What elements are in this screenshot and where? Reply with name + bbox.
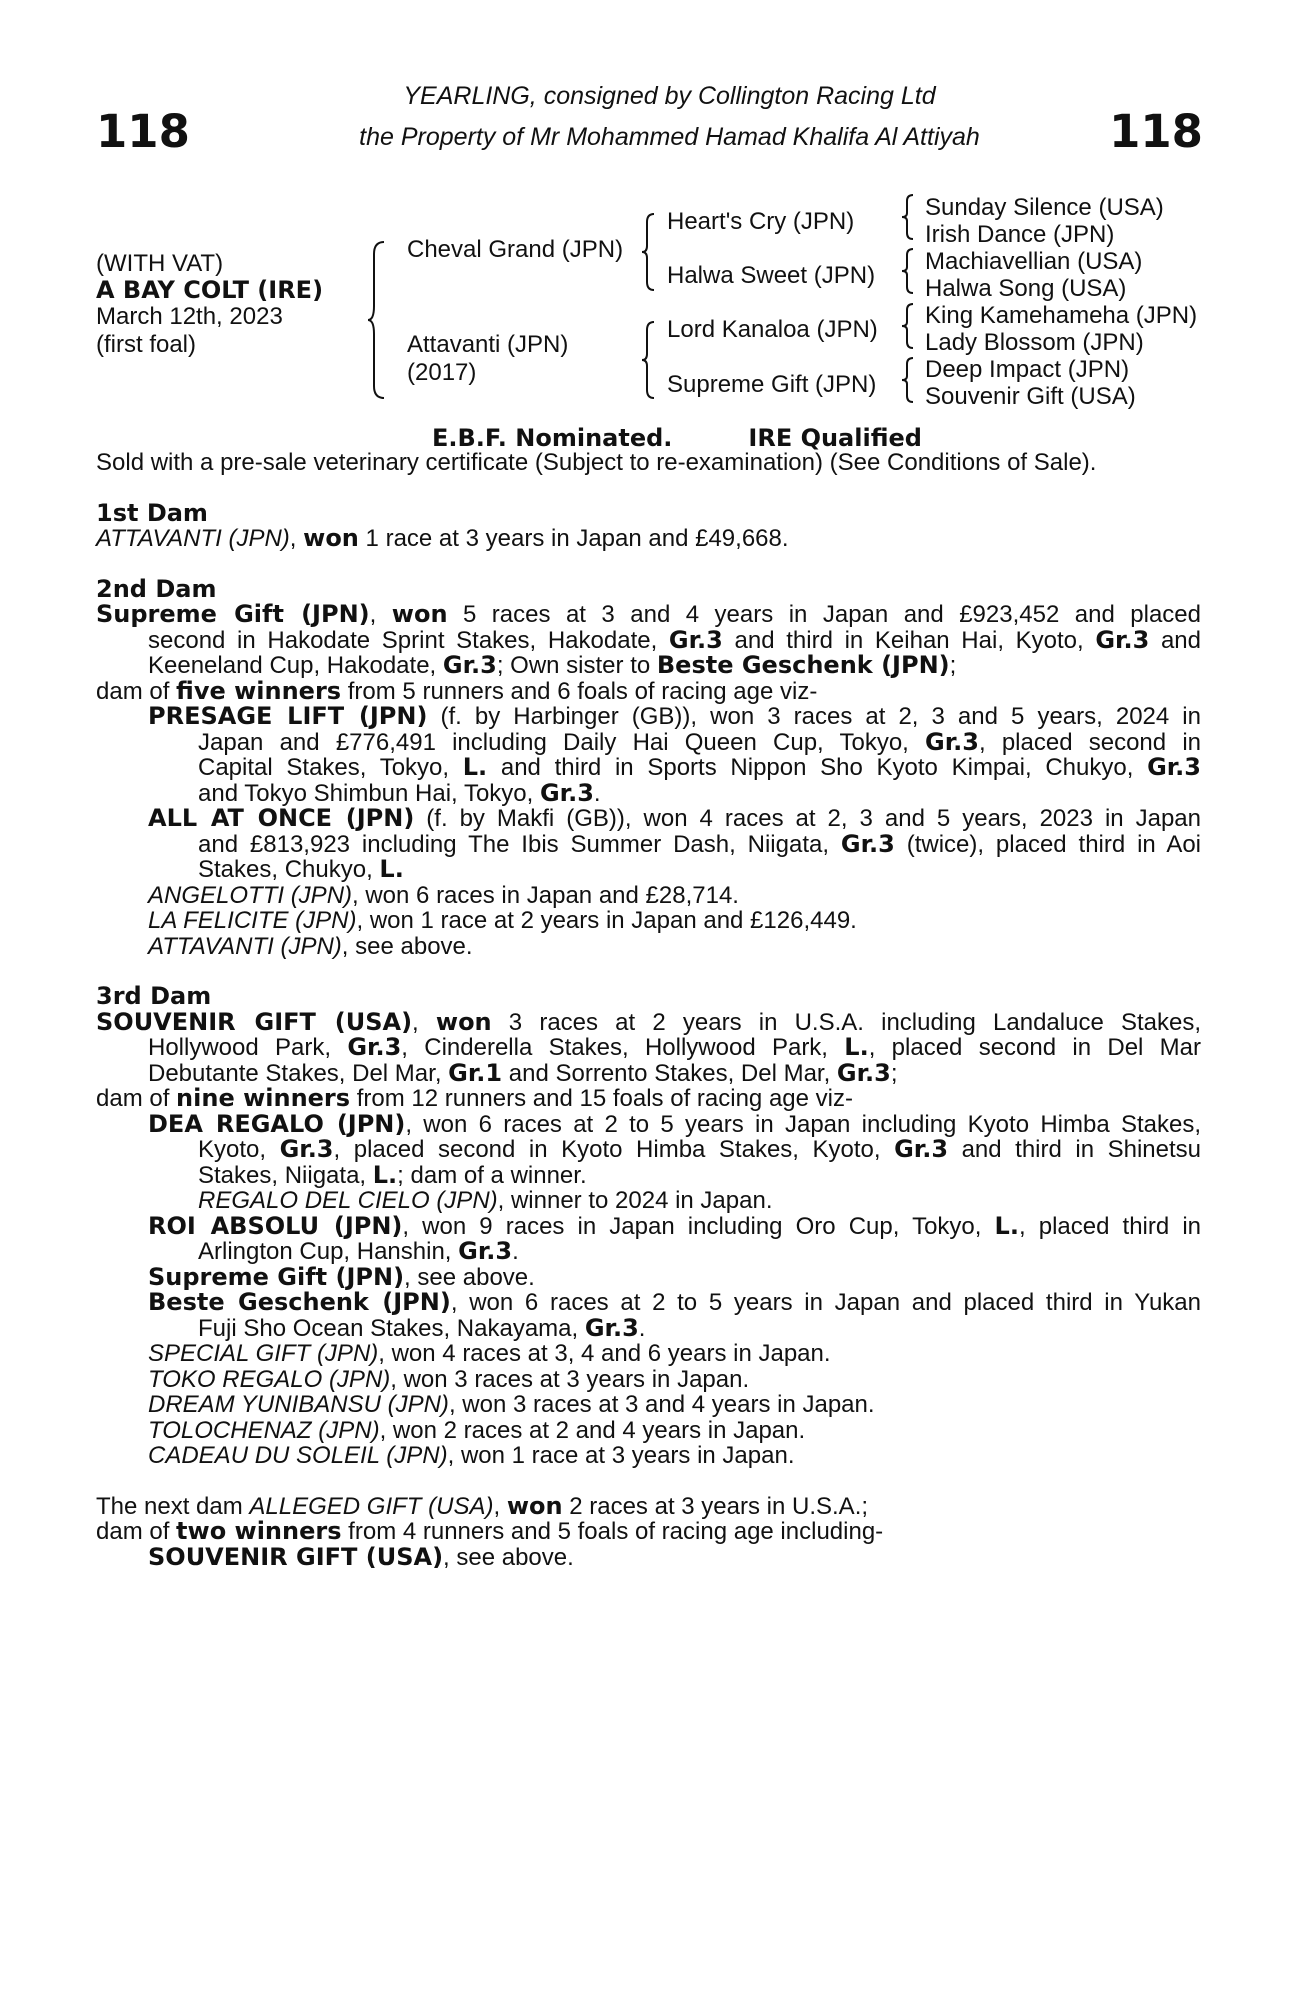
text-run: dam of [96, 1518, 177, 1545]
produce-summary [96, 1086, 1201, 1112]
dam-record-line [96, 1007, 1202, 1036]
won-label: won [435, 1007, 492, 1036]
dam-name: ATTAVANTI (JPN) [96, 525, 290, 552]
grade: Gr.3 [442, 651, 497, 679]
winners-count: two winners [176, 1517, 342, 1545]
text-run: , won 6 races at 2 to 5 years in Japan including Kyoto Himba Stakes, [405, 1110, 1201, 1138]
won-label: won [506, 1491, 563, 1520]
text-run: , won 3 races at 3 years in Japan. [390, 1365, 750, 1393]
produce-line [96, 704, 1201, 730]
sire-name: Cheval Grand (JPN) [407, 236, 624, 263]
text-run: and third in Keihan Hai, Kyoto, [722, 626, 1096, 654]
second-dam-section [96, 574, 1202, 960]
text-run: ; [890, 1059, 898, 1087]
text-run: , see above. [404, 1263, 535, 1291]
horse-name: SPECIAL GIFT (JPN) [148, 1340, 379, 1367]
first-dam-section [96, 498, 1201, 552]
grade: Gr.3 [836, 1058, 891, 1087]
produce-line [96, 1290, 1201, 1316]
grade: Gr.3 [1147, 753, 1201, 781]
g3-ancestor: Halwa Song (USA) [925, 275, 1127, 302]
horse-name: ALL AT ONCE (JPN) [148, 804, 415, 832]
horse-name: TOLOCHENAZ (JPN) [148, 1416, 380, 1444]
grade: L. [462, 753, 488, 781]
text-run: , won 4 races at 3, 4 and 6 years in Japan. [378, 1340, 831, 1367]
produce-line [96, 908, 1201, 934]
dam-name: ALLEGED GIFT (USA) [249, 1492, 494, 1520]
horse-name: CADEAU DU SOLEIL (JPN) [148, 1442, 448, 1469]
g3-ancestor: King Kamehameha (JPN) [925, 302, 1198, 329]
foal-note: (first foal) [96, 331, 197, 358]
text-run: and third in Shinetsu [948, 1136, 1201, 1163]
pedigree-brace-sire [640, 212, 658, 292]
horse-name: DEA REGALO (JPN) [148, 1109, 406, 1138]
text-run: . [638, 1314, 646, 1342]
text-run: Debutante Stakes, Del Mar, [148, 1059, 449, 1087]
text-run: and Sorrento Stakes, Del Mar, [502, 1059, 837, 1087]
text-run: 5 races at 3 and 4 years in Japan and £923,452 and placed [447, 601, 1202, 628]
next-dam-section [96, 1491, 1201, 1571]
winners-count: nine winners [176, 1084, 351, 1112]
horse-name: Beste Geschenk (JPN) [148, 1288, 451, 1316]
text-run: , won 3 races at 3 and 4 years in Japan. [448, 1391, 875, 1418]
dam-year: (2017) [407, 359, 477, 386]
horse-name: DREAM YUNIBANSU (JPN) [148, 1391, 449, 1418]
produce-line [96, 1109, 1201, 1138]
text-run: , [493, 1492, 507, 1520]
section-heading: 2nd Dam [96, 574, 217, 603]
text-run: ; dam of a winner. [397, 1161, 587, 1189]
text-run: , [369, 601, 392, 628]
text-run: (f. by Makfi (GB)), won 4 races at 2, 3 and 5 years, 2023 in Japan [414, 805, 1201, 832]
text-run: , won 2 races at 2 and 4 years in Japan. [379, 1416, 806, 1444]
grade: L. [844, 1033, 869, 1061]
vat-note: (WITH VAT) [96, 250, 224, 277]
nominations-line [432, 424, 922, 452]
g3-ancestor: Sunday Silence (USA) [925, 194, 1164, 221]
property-line: the Property of Mr Mohammed Hamad Khalifa Al Attiyah [359, 123, 980, 151]
text-run: , won 6 races at 2 to 5 years in Japan and placed third in Yukan [450, 1289, 1201, 1316]
horse-name: Supreme Gift (JPN) [148, 1262, 405, 1291]
catalogue-content [96, 450, 1201, 1570]
text-run: , Cinderella Stakes, Hollywood Park, [401, 1034, 845, 1061]
horse-name: ANGELOTTI (JPN) [148, 881, 353, 909]
dam-record-line [96, 653, 1201, 679]
grade: Gr.3 [539, 778, 594, 807]
text-run: , [412, 1008, 436, 1036]
text-run: (f. by Harbinger (GB)), won 3 races at 2, 3 and 5 years, 2024 in [427, 703, 1201, 730]
pedigree-brace-g3-2 [900, 247, 916, 295]
race-record: 1 race at 3 years in Japan and £49,668. [358, 525, 789, 552]
produce-line [96, 1239, 1201, 1265]
produce-line [96, 934, 1201, 960]
text-run: dam of [96, 1085, 177, 1112]
consignor-line: YEARLING, consigned by Collington Racing Ltd [403, 82, 936, 110]
grade: L. [994, 1211, 1019, 1240]
text-run: Arlington Cup, Hanshin, [198, 1238, 459, 1265]
produce-line [96, 1160, 1201, 1189]
text-run: , see above. [443, 1543, 574, 1571]
pedigree-brace-g3-1 [900, 193, 916, 241]
text-run: and [1149, 626, 1201, 654]
produce-summary [96, 1519, 1201, 1545]
pedigree-brace-g3-3 [900, 302, 916, 350]
produce-line [96, 1341, 1201, 1367]
lot-number-right: 118 [1109, 105, 1203, 158]
text-run: ; Own sister to [496, 652, 657, 679]
produce-line [96, 829, 1202, 858]
text-run: Stakes, Chukyo, [198, 856, 380, 883]
g3-ancestor: Machiavellian (USA) [925, 248, 1143, 275]
text-run: The next dam [96, 1492, 250, 1520]
horse-name: PRESAGE LIFT (JPN) [148, 702, 428, 730]
horse-name: SOUVENIR GIFT (USA) [148, 1542, 444, 1571]
text-run: , won 1 race at 3 years in Japan. [447, 1442, 795, 1469]
dam-record-line [96, 1035, 1201, 1061]
produce-line [96, 1137, 1201, 1163]
text-run: . [512, 1238, 519, 1265]
text-run: 3 races at 2 years in U.S.A. including Landaluce Stakes, [491, 1008, 1202, 1036]
horse-name: A BAY COLT (IRE) [96, 276, 324, 304]
text-run: , winner to 2024 in Japan. [497, 1187, 773, 1214]
grade: Gr.1 [448, 1058, 503, 1087]
produce-line [96, 755, 1201, 781]
produce-line [96, 806, 1201, 832]
grade: Gr.3 [894, 1135, 949, 1163]
produce-line [96, 1313, 1201, 1342]
text-run: Fuji Sho Ocean Stakes, Nakayama, [198, 1314, 585, 1342]
produce-line [96, 1443, 1201, 1469]
text-run: from 4 runners and 5 foals of racing age including- [341, 1518, 884, 1545]
horse-name: Beste Geschenk (JPN) [656, 651, 950, 679]
grade: Gr.3 [668, 625, 723, 654]
sire-sire: Heart's Cry (JPN) [667, 208, 855, 235]
g3-ancestor: Lady Blossom (JPN) [925, 329, 1144, 356]
text-run: Hollywood Park, [148, 1034, 348, 1061]
foaling-date: March 12th, 2023 [96, 303, 283, 330]
text-run: Japan and £776,491 including Daily Hai Queen Cup, Tokyo, [198, 728, 926, 756]
text-run: and third in Sports Nippon Sho Kyoto Kimpai, Chukyo, [487, 754, 1148, 781]
horse-name: ATTAVANTI (JPN) [148, 932, 342, 960]
text-run: 2 races at 3 years in U.S.A.; [562, 1492, 869, 1520]
text-run: and Tokyo Shimbun Hai, Tokyo, [198, 779, 540, 807]
grade: Gr.3 [279, 1135, 334, 1163]
text-run: , won 1 race at 2 years in Japan and £126,449. [356, 907, 857, 934]
grade: Gr.3 [1095, 625, 1150, 654]
grade: Gr.3 [458, 1237, 513, 1265]
text-run: Capital Stakes, Tokyo, [198, 754, 463, 781]
grade: Gr.3 [925, 727, 979, 756]
dam-record-line [96, 625, 1201, 654]
won-label: won [391, 600, 448, 628]
text-run: , placed second in Del Mar [868, 1034, 1201, 1061]
section-heading: 3rd Dam [96, 982, 212, 1010]
produce-line [96, 883, 1201, 909]
grade: Gr.3 [840, 829, 895, 858]
next-dam-line [96, 1491, 1201, 1520]
text-run: ; [949, 652, 957, 679]
text-run: , placed second in [978, 728, 1202, 756]
winners-count: five winners [176, 676, 342, 705]
pedigree-brace-g3-4 [900, 356, 916, 404]
third-dam-section [96, 984, 1201, 1469]
produce-summary [96, 676, 1201, 705]
ire-qualified: IRE Qualified [748, 424, 922, 452]
produce-line [96, 1418, 1201, 1444]
horse-name: LA FELICITE (JPN) [148, 907, 357, 934]
text-run: and £813,923 including The Ibis Summer Dash, Niigata, [198, 830, 841, 858]
won-label: won [303, 524, 359, 552]
produce-line [96, 1211, 1201, 1240]
text-run: , won 9 races in Japan including Oro Cup, Tokyo, [402, 1212, 995, 1240]
dam-name: Attavanti (JPN) [407, 331, 569, 358]
pedigree-brace-main [366, 240, 390, 400]
text-run: Kyoto, [198, 1136, 280, 1163]
section-heading: 1st Dam [96, 498, 208, 527]
produce-line [96, 1392, 1201, 1418]
produce-line [96, 857, 1201, 883]
lot-number-left: 118 [96, 105, 190, 158]
grade: L. [372, 1160, 398, 1189]
text-run: Keeneland Cup, Hakodate, [148, 652, 443, 679]
text-run: Stakes, Niigata, [198, 1161, 373, 1189]
vet-note: Sold with a pre-sale veterinary certificate (Subject to re-examination) (See Conditions of Sale). [96, 449, 1097, 476]
text-run: , placed third in [1018, 1212, 1201, 1240]
horse-name: ROI ABSOLU (JPN) [148, 1211, 403, 1240]
produce-line [96, 727, 1202, 756]
text-run: , placed second in Kyoto Himba Stakes, Kyoto, [333, 1136, 895, 1163]
dam-record-line [96, 1058, 1201, 1087]
horse-name: TOKO REGALO (JPN) [148, 1365, 391, 1393]
text-run: from 5 runners and 6 foals of racing age viz- [341, 677, 818, 705]
dam-name: SOUVENIR GIFT (USA) [96, 1007, 413, 1036]
produce-line [96, 1188, 1201, 1214]
pedigree-brace-dam [640, 320, 658, 400]
g3-ancestor: Irish Dance (JPN) [925, 221, 1115, 248]
dam-record-line [96, 602, 1201, 628]
ebf-nominated: E.B.F. Nominated. [432, 424, 673, 452]
text-run: . [593, 779, 601, 807]
grade: L. [379, 855, 404, 883]
dam-sire: Lord Kanaloa (JPN) [667, 316, 878, 343]
text-run: (twice), placed third in Aoi [894, 830, 1202, 858]
dam-name: Supreme Gift (JPN) [96, 600, 370, 628]
text-run: dam of [96, 677, 177, 705]
text-run: second in Hakodate Sprint Stakes, Hakodate, [148, 626, 669, 654]
first-dam-line: ATTAVANTI (JPN), won 1 race at 3 years in Japan and £49,668. [96, 524, 789, 552]
grade: Gr.3 [584, 1313, 639, 1342]
text-run: , won 6 races in Japan and £28,714. [352, 881, 739, 909]
produce-line [96, 1262, 1201, 1291]
g3-ancestor: Souvenir Gift (USA) [925, 383, 1136, 410]
dam-dam: Supreme Gift (JPN) [667, 371, 877, 398]
grade: Gr.3 [347, 1033, 402, 1061]
produce-line [96, 1542, 1201, 1571]
horse-name: REGALO DEL CIELO (JPN) [198, 1187, 498, 1214]
text-run: from 12 runners and 15 foals of racing age viz- [350, 1085, 853, 1112]
sire-dam: Halwa Sweet (JPN) [667, 262, 876, 289]
produce-line [96, 778, 1201, 807]
produce-line [96, 1367, 1201, 1393]
g3-ancestor: Deep Impact (JPN) [925, 356, 1130, 383]
text-run: , see above. [341, 932, 473, 960]
